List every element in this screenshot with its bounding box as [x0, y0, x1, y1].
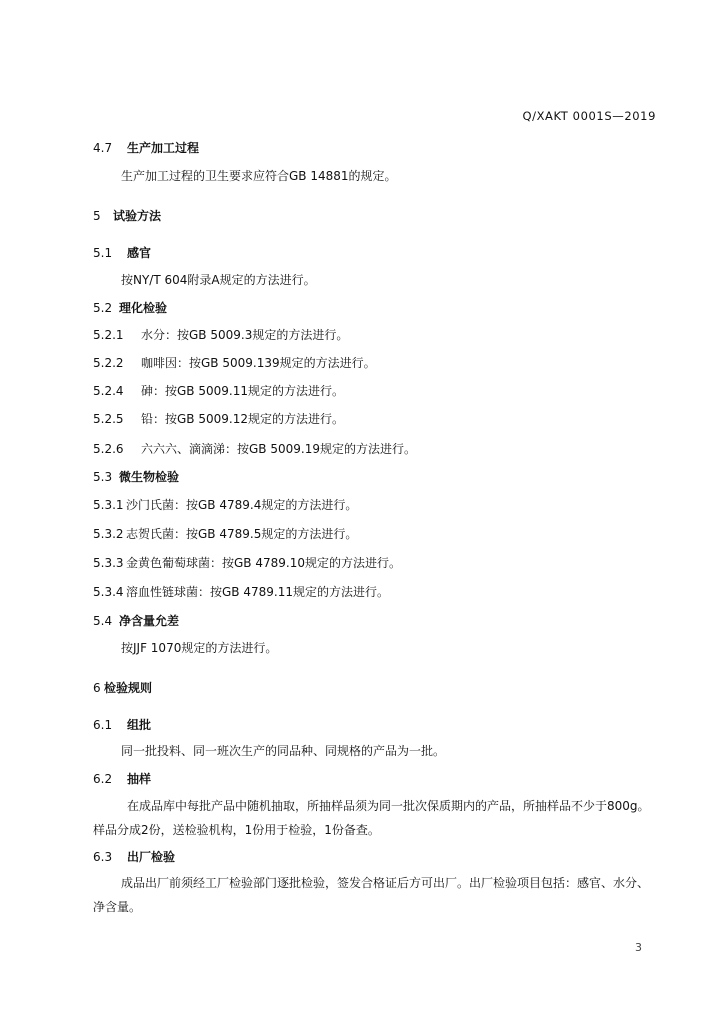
item-text: 志贺氏菌：按GB 4789.5规定的方法进行。 [126, 527, 358, 541]
section-number: 5.1 [93, 246, 113, 260]
item-number: 5.3.3 [93, 556, 124, 570]
section-5-4-body: 按JJF 1070规定的方法进行。 [121, 641, 278, 655]
section-6-3-body: 成品出厂前须经工厂检验部门逐批检验，签发合格证后方可出厂。出厂检验项目包括：感官、水分、净含量。 [93, 876, 650, 914]
section-6-heading [93, 680, 152, 696]
section-number: 4.7 [93, 141, 113, 155]
section-number: 5.4 [93, 614, 113, 628]
section-5-3-3 [93, 555, 401, 571]
item-number: 5.2.6 [93, 442, 124, 456]
item-text: 咖啡因：按GB 5009.139规定的方法进行。 [141, 356, 376, 370]
section-5-3-heading [93, 469, 179, 485]
section-5-3-1 [93, 497, 357, 513]
section-4-7-heading [93, 140, 199, 156]
section-number: 6.3 [93, 850, 113, 864]
section-5-2-4 [93, 383, 344, 399]
item-number: 5.3.2 [93, 527, 124, 541]
page-number: 3 [635, 941, 642, 954]
section-5-2-6 [93, 441, 416, 457]
section-5-2-1 [93, 327, 348, 343]
item-number: 5.2.5 [93, 412, 124, 426]
item-text: 溶血性链球菌：按GB 4789.11规定的方法进行。 [126, 585, 389, 599]
item-text: 沙门氏菌：按GB 4789.4规定的方法进行。 [126, 498, 358, 512]
section-title: 理化检验 [119, 301, 168, 315]
section-number: 5.3 [93, 470, 113, 484]
item-text: 铅：按GB 5009.12规定的方法进行。 [141, 412, 344, 426]
section-5-2-5 [93, 411, 344, 427]
section-5-1-heading [93, 245, 151, 261]
section-4-7-body: 生产加工过程的卫生要求应符合GB 14881的规定。 [121, 169, 397, 183]
section-title: 微生物检验 [119, 470, 180, 484]
section-title: 生产加工过程 [127, 141, 200, 155]
item-number: 5.2.2 [93, 356, 124, 370]
section-title: 出厂检验 [127, 850, 176, 864]
section-6-1-heading [93, 717, 151, 733]
section-6-2-body: 在成品库中每批产品中随机抽取，所抽样品须为同一批次保质期内的产品，所抽样品不少于800g。样品分成2份，送检验机构，1份用于检验，1份备查。 [93, 799, 650, 837]
section-number: 6.2 [93, 772, 113, 786]
section-title: 试验方法 [113, 209, 162, 223]
section-title: 组批 [127, 718, 152, 732]
section-number: 6 [93, 681, 101, 695]
section-number: 5 [93, 209, 101, 223]
section-6-1-body: 同一批投料、同一班次生产的同品种、同规格的产品为一批。 [121, 744, 446, 758]
item-text: 砷：按GB 5009.11规定的方法进行。 [141, 384, 344, 398]
section-5-1-body: 按NY/T 604附录A规定的方法进行。 [121, 273, 316, 287]
section-5-3-4 [93, 584, 389, 600]
item-number: 5.2.4 [93, 384, 124, 398]
section-title: 净含量允差 [119, 614, 180, 628]
section-title: 检验规则 [104, 681, 153, 695]
section-number: 6.1 [93, 718, 113, 732]
section-5-3-2 [93, 526, 357, 542]
section-5-heading [93, 208, 161, 224]
section-title: 抽样 [127, 772, 152, 786]
section-6-2-heading [93, 771, 151, 787]
item-number: 5.2.1 [93, 328, 124, 342]
item-number: 5.3.4 [93, 585, 124, 599]
section-number: 5.2 [93, 301, 113, 315]
item-text: 六六六、滴滴涕：按GB 5009.19规定的方法进行。 [141, 442, 416, 456]
item-text: 金黄色葡萄球菌：按GB 4789.10规定的方法进行。 [126, 556, 401, 570]
section-5-2-heading [93, 300, 167, 316]
standard-code: Q/XAKT 0001S—2019 [522, 109, 656, 123]
section-title: 感官 [127, 246, 152, 260]
section-5-2-2 [93, 355, 376, 371]
section-6-3-heading [93, 849, 175, 865]
item-number: 5.3.1 [93, 498, 124, 512]
section-5-4-heading [93, 613, 179, 629]
item-text: 水分：按GB 5009.3规定的方法进行。 [141, 328, 349, 342]
